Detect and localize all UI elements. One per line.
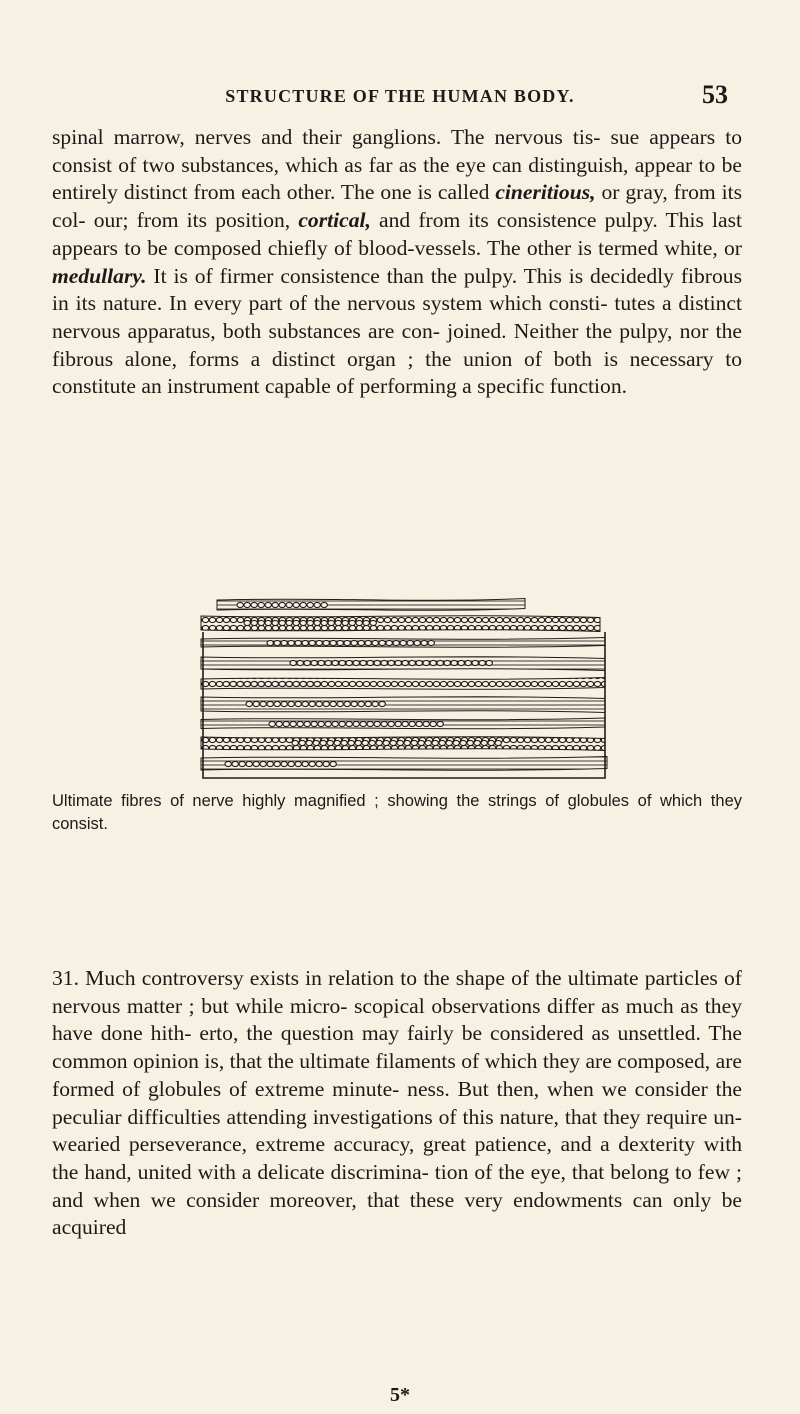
paragraph-text: spinal marrow, nerves and their ganglions. The nervous tis- sue appears to consist of two substances, which as far as the eye can distinguish, appear to be entirely distinct from each other. The one is called <box>52 125 742 205</box>
paragraph-text: and from its consistence pulpy. This last appears to be composed chiefly of blood-vessels. The other is termed white, or <box>52 208 742 260</box>
term-medullary: medullary. <box>52 263 147 288</box>
paragraph-text: It is of firmer consistence than the pulpy. This is decidedly fibrous in its nature. In every part of the nervous system which consti- tutes a distinct nervous apparatus, both substances are con- joined. Neither the pulpy, nor the fibrous alone, forms a distinct organ ; the union of both is necessary to constitute an instrument capable of performing a specific function. <box>52 263 742 399</box>
paragraph-text: or gray, from its col- our; from its position, <box>52 180 742 233</box>
printer-signature: 5* <box>390 1384 410 1406</box>
paragraph-31 <box>52 965 742 1242</box>
paragraph-number: 31. <box>52 966 79 990</box>
term-cineritious: cineritious, <box>495 180 596 205</box>
globule-string <box>290 660 492 665</box>
paragraph-text: Much controversy exists in relation to the shape of the ultimate particles of nervous matter ; but while micro- scopical observations differ as much as they have done hith- erto, the question may fairly be considered as unsettled. The common opinion is, that the ultimate filaments of which they are composed, are formed of globules of extreme minute- ness. But then, when we consider the peculiar difficulties attending investigations of this nature, that they require un- wearied perseverance, extreme accuracy, great patience, and a dexterity with the hand, united with a delicate discrimina- tion of the eye, that belong to few ; and when we consider moreover, that these very endowments can only be acquired <box>52 966 742 1240</box>
page-number: 53 <box>702 80 728 109</box>
figure-caption: Ultimate fibres of nerve highly magnified ; showing the strings of globules of which they consist. <box>52 792 742 833</box>
nerve-fibres-illustration <box>195 592 609 784</box>
globule-string <box>244 620 376 625</box>
globule-string <box>269 721 443 726</box>
paragraph-nervous-tissue <box>52 124 742 401</box>
running-head: STRUCTURE OF THE HUMAN BODY. <box>225 86 575 106</box>
term-cortical: cortical, <box>298 208 371 233</box>
